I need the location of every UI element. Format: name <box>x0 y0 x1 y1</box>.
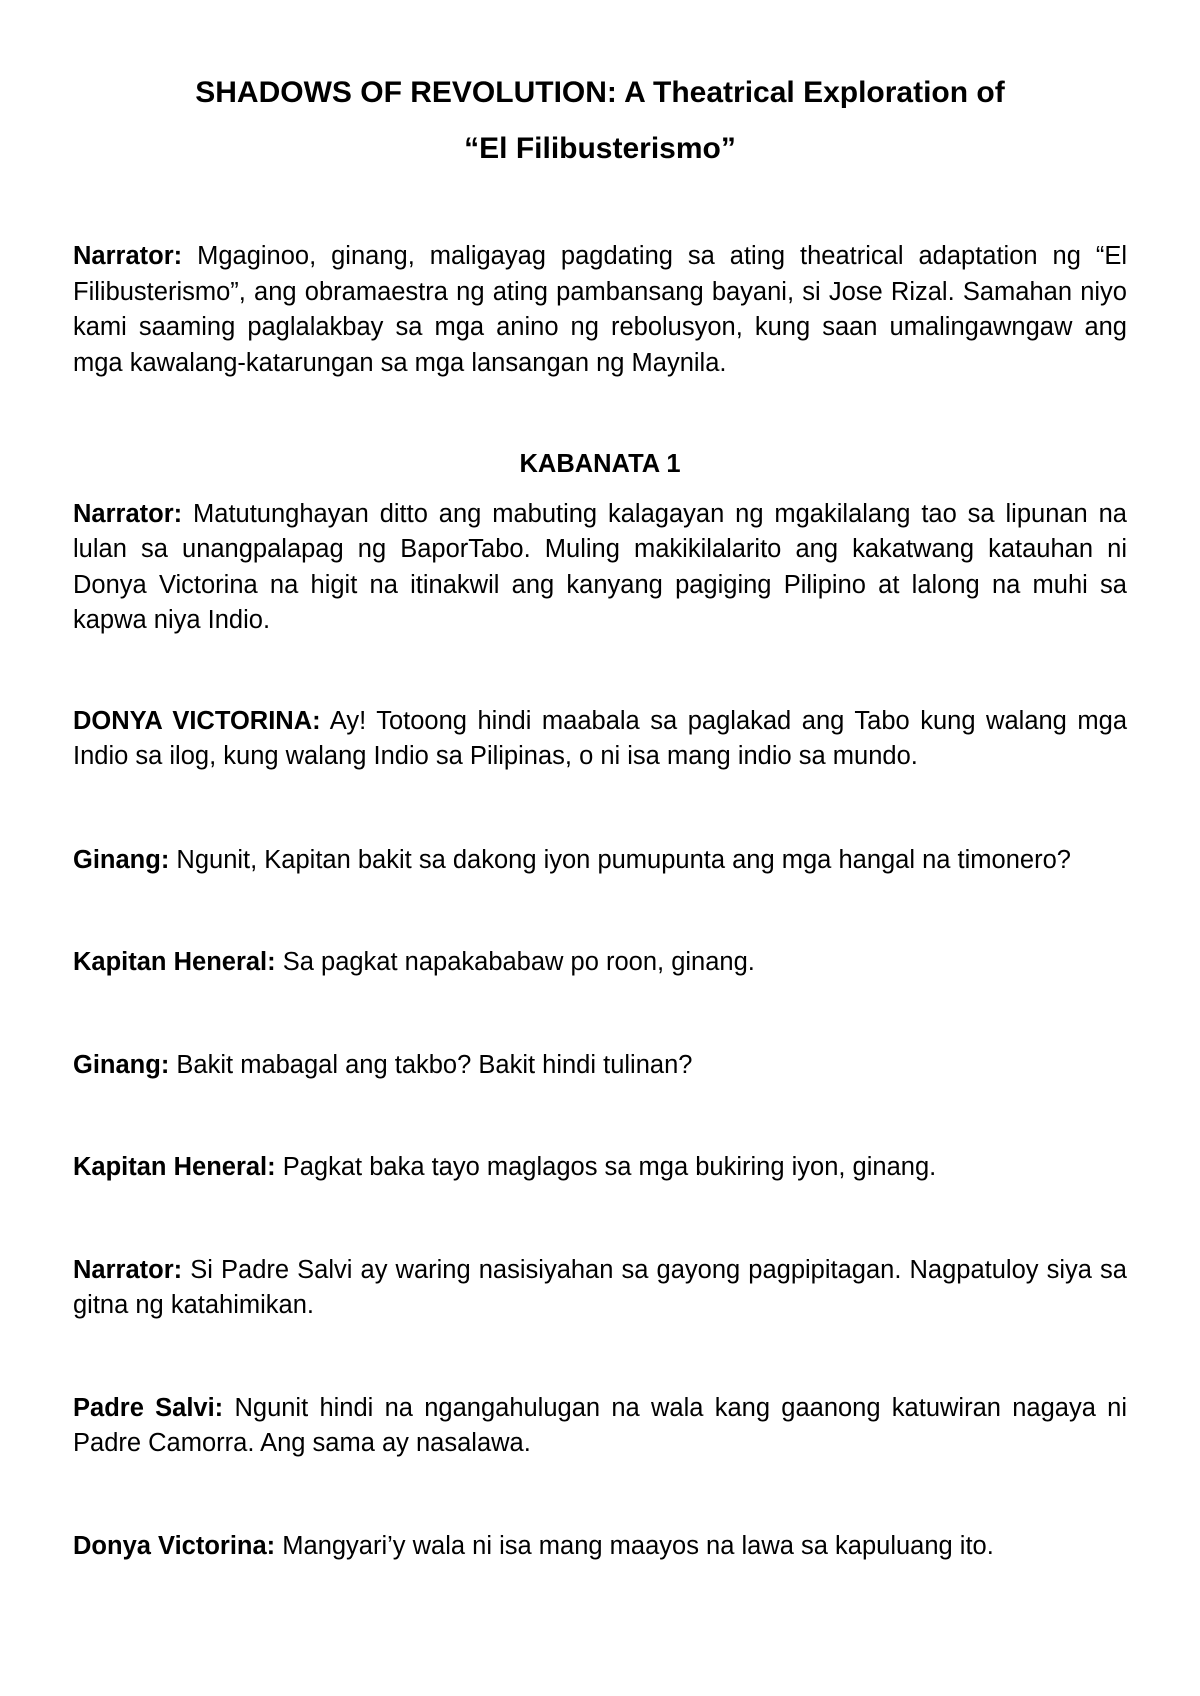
dialogue-line <box>73 1150 1127 1186</box>
dialogue-text: Sa pagkat napakababaw po roon, ginang. <box>282 948 755 976</box>
dialogue-line <box>73 497 1127 639</box>
dialogue-text: Pagkat baka tayo maglagos sa mga bukiring iyon, ginang. <box>282 1153 937 1181</box>
dialogue-line <box>73 1048 1127 1084</box>
speaker-label: Narrator: <box>73 499 183 528</box>
dialogue-text: Bakit mabagal ang takbo? Bakit hindi tulinan? <box>176 1050 693 1079</box>
document-title <box>73 0 1127 177</box>
speaker-label: Donya Victorina: <box>73 1531 276 1560</box>
speaker-label: DONYA VICTORINA: <box>73 706 321 735</box>
speaker-label: Kapitan Heneral: <box>73 1153 276 1181</box>
intro-paragraph <box>73 239 1127 381</box>
dialogue-text: Mangyari’y wala ni isa mang maayos na lawa sa kapuluang ito. <box>282 1531 994 1560</box>
chapter-heading: KABANATA 1 <box>519 450 681 478</box>
dialogue-line <box>73 1391 1127 1462</box>
dialogue-text: Matutunghayan ditto ang mabuting kalagayan ng mgakilalang tao sa lipunan na lulan sa unangpalapag ng BaporTabo. Muling makikilalarito ang kakatwang katauhan ni Donya Victorina na higit na itinakwil ang kanyang pagiging Pilipino at lalong na muhi sa kapwa niya Indio. <box>73 499 1127 634</box>
dialogue-text: Ngunit, Kapitan bakit sa dakong iyon pumupunta ang mga hangal na timonero? <box>176 845 1071 874</box>
dialogue-line <box>73 704 1127 775</box>
speaker-label: Narrator: <box>73 1255 183 1284</box>
dialogue-text: Mgaginoo, ginang, maligayag pagdating sa ating theatrical adaptation ng “El Filibusterismo”, ang obramaestra ng ating pambansang bayani, si Jose Rizal. Samahan niyo kami saaming paglalakbay sa mga anino ng rebolusyon, kung saan umalingawngaw ang mga kawalang-katarungan sa mga lansangan ng Maynila. <box>73 242 1128 377</box>
dialogue-text: Ngunit hindi na ngangahulugan na wala kang gaanong katuwiran nagaya ni Padre Camorra. Ang sama ay nasalawa. <box>73 1393 1127 1457</box>
speaker-label: Ginang: <box>73 1050 170 1079</box>
dialogue-text: Ay! Totoong hindi maabala sa paglakad ang Tabo kung walang mga Indio sa ilog, kung walang Indio sa Pilipinas, o ni isa mang indio sa mundo. <box>73 706 1128 770</box>
speaker-label: Ginang: <box>73 845 170 874</box>
title-line-1: SHADOWS OF REVOLUTION: A Theatrical Exploration of <box>195 76 1005 109</box>
title-line-2: “El Filibusterismo” <box>464 132 736 165</box>
speaker-label: Kapitan Heneral: <box>73 948 276 976</box>
dialogue-line <box>73 1253 1127 1324</box>
dialogue-line <box>73 843 1127 879</box>
dialogue-text: Si Padre Salvi ay waring nasisiyahan sa gayong pagpipitagan. Nagpatuloy siya sa gitna ng katahimikan. <box>73 1255 1127 1319</box>
dialogue-line <box>73 945 1127 981</box>
speaker-label: Narrator: <box>73 242 183 270</box>
speaker-label: Padre Salvi: <box>73 1393 224 1422</box>
dialogue-line <box>73 1529 1127 1565</box>
